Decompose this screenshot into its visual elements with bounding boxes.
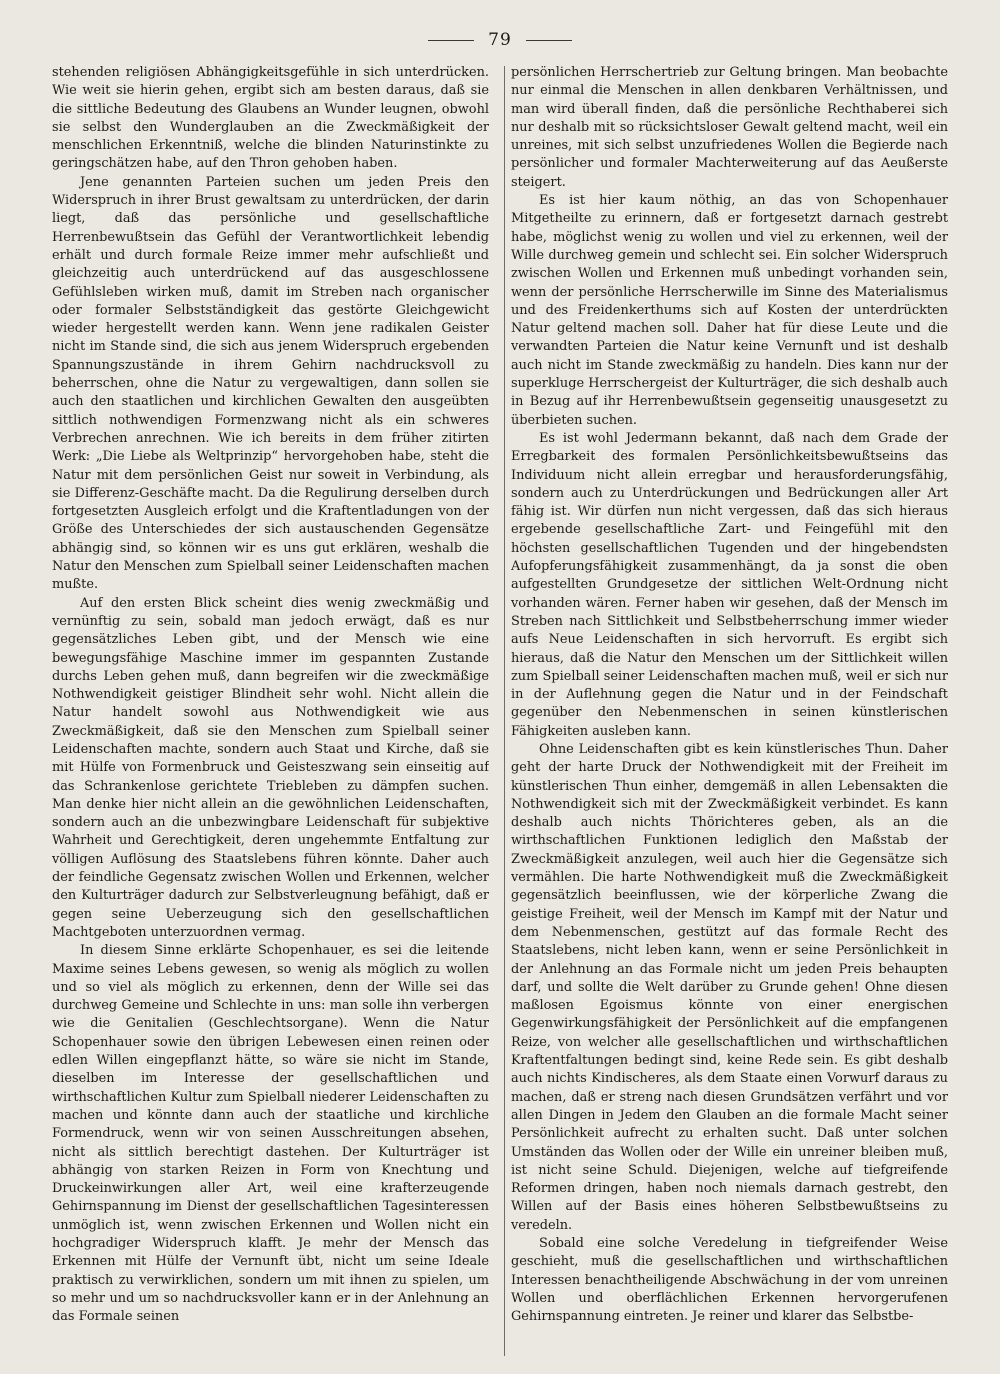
header-rule-left [428, 40, 474, 41]
left-paragraph-1: stehenden religiösen Abhängigkeitsgefühle in sich unterdrücken. Wie weit sie hierin gehen, ergibt sich am besten daraus, daß sie die sittliche Bedeutung des Glaubens an Wunder leugnen, obwohl sie selbst den Wunderglauben an die Zweckmäßigkeit der menschlichen Erkenntniß, welche die blinden Naturinstinkte zu geringschätzen habe, auf den Thron gehoben haben. [52, 65, 489, 172]
left-paragraph-3: Auf den ersten Blick scheint dies wenig zweckmäßig und vernünftig zu sein, sobald man jedoch erwägt, daß es nur gegensätzliches Leben gibt, und der Mensch wie eine bewegungsfähige Maschine immer im gespannten Zustande durchs Leben gehen muß, dann begreifen wir die zweckmäßige Nothwendigkeit geistiger Blindheit sehr wohl. Nicht allein die Natur handelt sowohl aus Nothwendigkeit wie aus Zweckmäßigkeit, daß sie den Menschen zum Spielball seiner Leidenschaften machte, sondern auch Staat und Kirche, daß sie mit Hülfe von Formenbruck und Geisteszwang sein einseitig auf das Schrankenlose gerichtete Triebleben zu dämpfen suchen. Man denke hier nicht allein an die gewöhnlichen Leidenschaften, sondern auch an die unbezwingbare Leidenschaft für subjektive Wahrheit und Gerechtigkeit, deren ungehemmte Entfaltung zur völligen Auflösung des Staatslebens führen könnte. Daher auch der feindliche Gegensatz zwischen Wollen und Erkennen, welcher den Kulturträger dadurch zur Selbstverleugnung befähigt, daß er gegen seine Ueberzeugung sich den gesellschaftlichen Machtgeboten unterzuordnen vermag. [52, 595, 489, 940]
page-header [0, 30, 1000, 50]
right-paragraph-1: persönlichen Herrschertrieb zur Geltung bringen. Man beobachte nur einmal die Menschen in allen denkbaren Verhältnissen, und man wird überall finden, daß die persönliche Rechthaberei sich nur deshalb mit so rücksichtsloser Gewalt geltend macht, weil ein unreines, mit sich selbst unzufriedenes Wollen die Begierde nach persönlicher und formaler Machterweiterung auf das Aeußerste steigert. [511, 65, 948, 190]
right-paragraph-5: Sobald eine solche Veredelung in tiefgreifender Weise geschieht, muß die gesellschaftlichen und wirthschaftlichen Interessen benachtheiligende Abschwächung in der vom unreinen Wollen und oberflächlichen Erkennen hervorgerufenen Gehirnspannung eintreten. Je reiner und klarer das Selbstbe- [511, 1236, 948, 1325]
left-paragraph-2: Jene genannten Parteien suchen um jeden Preis den Widerspruch in ihrer Brust gewaltsam zu unterdrücken, der darin liegt, daß das persönliche und gesellschaftliche Herrenbewußtsein das Gefühl der Verantwortlichkeit lebendig erhält und durch formale Reize immer mehr aufschließt und gleichzeitig auch unterdrückend auf das ausgeschlossene Gefühlsleben wirken muß, damit im Streben nach organischer oder formaler Selbstständigkeit das gestörte Gleichgewicht wieder hergestellt werden kann. Wenn jene radikalen Geister nicht im Stande sind, die sich aus jenem Widerspruch ergebenden Spannungszustände in ihrem Gehirn nachdrucksvoll zu beherrschen, ohne die Natur zu vergewaltigen, dann sollen sie auch den staatlichen und kirchlichen Gewalten den ausgeübten sittlich nothwendigen Formenzwang nicht als ein schweres Verbrechen anrechnen. Wie ich bereits in dem früher zitirten Werk: „Die Liebe als Weltprinzip“ hervorgehoben habe, steht die Natur mit dem persönlichen Geist nur soweit in Verbindung, als sie Differenz-Geschäfte macht. Da die Regulirung derselben durch fortgesetzten Ausgleich erfolgt und die Kraftentladungen von der Größe des Unterschiedes der sich austauschenden Gegensätze abhängig sind, so können wir es uns gut erklären, weshalb die Natur den Menschen zum Spielball seiner Leidenschaften machen mußte. [52, 174, 489, 593]
right-column [511, 64, 948, 1360]
right-paragraph-4: Ohne Leidenschaften gibt es kein künstlerisches Thun. Daher geht der harte Druck der Nothwendigkeit mit der Freiheit im künstlerischen Thun einher, demgemäß in allen Lebensakten die Nothwendigkeit sich mit der Zweckmäßigkeit verbindet. Es kann deshalb auch nichts Thörichteres geben, als an die wirthschaftlichen Funktionen lediglich den Maßstab der Zweckmäßigkeit anzulegen, weil auch hier die Gegensätze sich vermählen. Die harte Nothwendigkeit muß die Zweckmäßigkeit gegensätzlich beeinflussen, wie der körperliche Zwang die geistige Freiheit, weil der Mensch im Kampf mit der Natur und dem Nebenmenschen, gestützt auf das formale Recht des Staatslebens, nicht leben kann, wenn er seine Persönlichkeit in der Anlehnung an das Formale nicht um jeden Preis behaupten darf, und sollte die Welt darüber zu Grunde gehen! Ohne diesen maßlosen Egoismus könnte von einer energischen Gegenwirkungsfähigkeit der Persönlichkeit auf die empfangenen Reize, von welcher alle gesellschaftlichen und wirthschaftlichen Kraftentfaltungen bedingt sind, keine Rede sein. Es gibt deshalb auch nichts Kindischeres, als dem Staate einen Vorwurf daraus zu machen, daß er streng nach diesen Grundsätzen verfährt und vor allen Dingen in Jedem den Glauben an die formale Macht seiner Persönlichkeit aufrecht zu erhalten sucht. Daß unter solchen Umständen das Wollen oder der Wille ein unreiner bleiben muß, ist nicht seine Schuld. Diejenigen, welche auf tiefgreifende Reformen dringen, haben noch niemals darnach gestrebt, den Willen auf der Basis eines höheren Selbstbewußtseins zu veredeln. [511, 741, 948, 1233]
page-number: 79 [488, 30, 512, 50]
right-paragraph-3: Es ist wohl Jedermann bekannt, daß nach dem Grade der Erregbarkeit des formalen Persönlichkeitsbewußtseins das Individuum nicht allein erregbar und herausforderungsfähig, sondern auch zu Unterdrückungen und Bedrückungen aller Art fähig ist. Wir dürfen nun nicht vergessen, daß das sich hieraus ergebende gesellschaftliche Zart- und Feingefühl mit den höchsten gesellschaftlichen Tugenden und der hingebendsten Aufopferungsfähigkeit zusammenhängt, da ja sonst die oben aufgestellten Grundgesetze der sittlichen Welt-Ordnung nicht vorhanden wären. Ferner haben wir gesehen, daß der Mensch im Streben nach Sittlichkeit und Selbstbeherrschung immer wieder aufs Neue Leidenschaften in sich hervorruft. Es ergibt sich hieraus, daß die Natur den Menschen um der Sittlichkeit willen zum Spielball seiner Leidenschaften machen muß, weil er sich nur in der Auflehnung gegen die Natur und in der Feindschaft gegenüber den Nebenmenschen in seinen künstlerischen Fähigkeiten ausleben kann. [511, 430, 948, 739]
left-paragraph-4: In diesem Sinne erklärte Schopenhauer, es sei die leitende Maxime seines Lebens gewesen, so wenig als möglich zu wollen und so viel als möglich zu erkennen, denn der Wille sei das durchweg Gemeine und Schlechte in uns: man solle ihn verbergen wie die Genitalien (Geschlechtsorgane). Wenn die Natur Schopenhauer sowie den übrigen Lebewesen einen reinen oder edlen Willen eingepflanzt hätte, so wäre sie nicht im Stande, dieselben im Interesse der gesellschaftlichen und wirthschaftlichen Kultur zum Spielball niederer Leidenschaften zu machen und könnte dann auch der staatliche und kirchliche Formendruck, wenn wir von seinen Ausschreitungen absehen, nicht als sittlich berechtigt dastehen. Der Kulturträger ist abhängig von starken Reizen in Form von Knechtung und Druckeinwirkungen aller Art, weil eine krafterzeugende Gehirnspannung im Dienst der gesellschaftlichen Tagesinteressen unmöglich ist, wenn zwischen Erkennen und Wollen nicht ein hochgradiger Widerspruch klafft. Je mehr der Mensch das Erkennen mit Hülfe der Vernunft übt, nicht um seine Ideale praktisch zu verwirklichen, sondern um mit ihnen zu spielen, um so mehr und um so nachdrucksvoller kann er in der Anlehnung an das Formale seinen [52, 943, 489, 1325]
right-paragraph-2: Es ist hier kaum nöthig, an das von Schopenhauer Mitgetheilte zu erinnern, daß er fortgesetzt darnach gestrebt habe, möglichst wenig zu wollen und viel zu erkennen, weil der Wille durchweg gemein und schlecht sei. Ein solcher Widerspruch zwischen Wollen und Erkennen muß unbedingt vorhanden sein, wenn der persönliche Herrscherwille im Sinne des Materialismus und des Freidenkerthums sich auf Kosten der unterdrückten Natur geltend machen soll. Daher hat für diese Leute und die verwandten Parteien die Natur keine Vernunft und ist deshalb auch nicht im Stande zweckmäßig zu handeln. Dies kann nur der superkluge Herrschergeist der Kulturträger, die sich deshalb auch in Bezug auf ihr Herrenbewußtsein gegenseitig unausgesetzt zu überbieten suchen. [511, 193, 948, 428]
header-rule-right [526, 40, 572, 41]
article-body [52, 64, 948, 1360]
left-column [52, 64, 489, 1360]
